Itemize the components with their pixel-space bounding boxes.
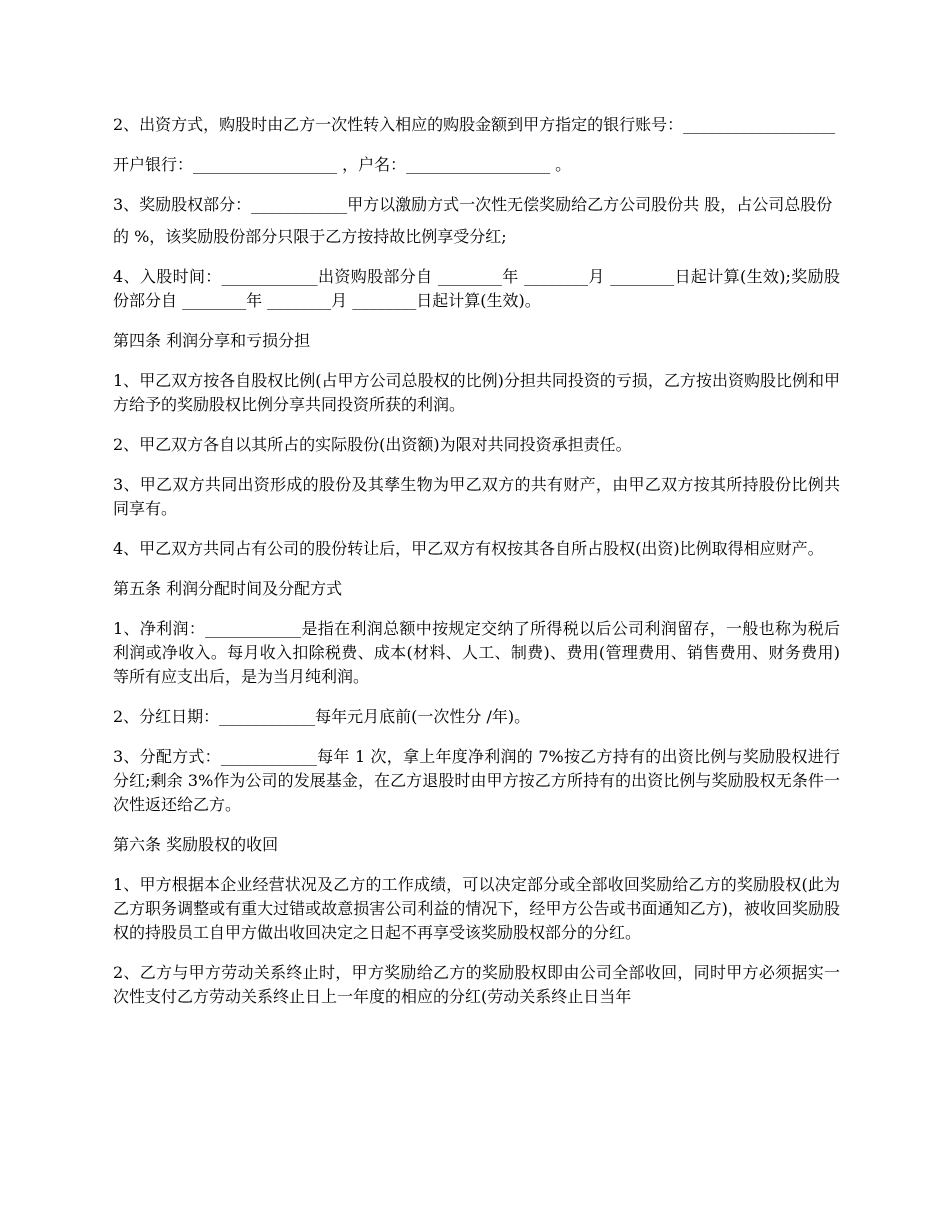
article-4-clause-2: 2、甲乙双方各自以其所占的实际股份(出资额)为限对共同投资承担责任。 bbox=[113, 435, 632, 454]
paragraph-reward-shares: 3、奖励股权部分：____________甲方以激励方式一次性无偿奖励给乙方公司股份共 股，占公司总股份 bbox=[113, 195, 833, 214]
article-5-heading: 第五条 利润分配时间及分配方式 bbox=[113, 579, 343, 598]
paragraph-join-time: 4、入股时间：____________出资购股部分自 ________年 ________月 ________日起计算(生效);奖励股份部分自 ________年 ________月 ________日起计算(生效)。 bbox=[113, 267, 840, 310]
paragraph-bank-account: 开户银行：__________________ ，户名：__________________ 。 bbox=[113, 155, 572, 174]
article-4-heading: 第四条 利润分享和亏损分担 bbox=[113, 331, 311, 350]
article-5-clause-2: 2、分红日期：____________每年元月底前(一次性分 /年)。 bbox=[113, 707, 531, 726]
document-page bbox=[113, 113, 840, 1025]
article-5-clause-1: 1、净利润：____________是指在利润总额中按规定交纳了所得税以后公司利润留存，一般也称为税后利润或净收入。每月收入扣除税费、成本(材料、人工、制费)、费用(管理费用、销售费用、财务费用)等所有应支出后，是为当月纯利润。 bbox=[113, 619, 840, 686]
paragraph-payment-method: 2、出资方式，购股时由乙方一次性转入相应的购股金额到甲方指定的银行账号：___________________ bbox=[113, 115, 836, 134]
article-6-heading: 第六条 奖励股权的收回 bbox=[113, 835, 279, 854]
article-4-clause-3: 3、甲乙双方共同出资形成的股份及其孳生物为甲乙双方的共有财产，由甲乙双方按其所持股份比例共同享有。 bbox=[113, 475, 840, 518]
article-4-clause-4: 4、甲乙双方共同占有公司的股份转让后，甲乙双方有权按其各自所占股权(出资)比例取得相应财产。 bbox=[113, 539, 824, 558]
article-6-clause-2: 2、乙方与甲方劳动关系终止时，甲方奖励给乙方的奖励股权即由公司全部收回，同时甲方必须据实一次性支付乙方劳动关系终止日上一年度的相应的分红(劳动关系终止日当年 bbox=[113, 963, 840, 1006]
article-6-clause-1: 1、甲方根据本企业经营状况及乙方的工作成绩，可以决定部分或全部收回奖励给乙方的奖励股权(此为乙方职务调整或有重大过错或故意损害公司利益的情况下，经甲方公告或书面通知乙方)，被收回奖励股权的持股员工自甲方做出收回决定之日起不再享受该奖励股权部分的分红。 bbox=[113, 875, 840, 942]
paragraph-reward-shares-cont: 的 %，该奖励股份部分只限于乙方按持故比例享受分红; bbox=[113, 227, 507, 246]
article-4-clause-1: 1、甲乙双方按各自股权比例(占甲方公司总股权的比例)分担共同投资的亏损，乙方按出资购股比例和甲方给予的奖励股权比例分享共同投资所获的利润。 bbox=[113, 371, 840, 414]
article-5-clause-3: 3、分配方式：____________每年 1 次，拿上年度净利润的 7%按乙方持有的出资比例与奖励股权进行分红;剩余 3%作为公司的发展基金，在乙方退股时由甲方按乙方所持有的出资比例与奖励股权无条件一次性返还给乙方。 bbox=[113, 747, 840, 814]
